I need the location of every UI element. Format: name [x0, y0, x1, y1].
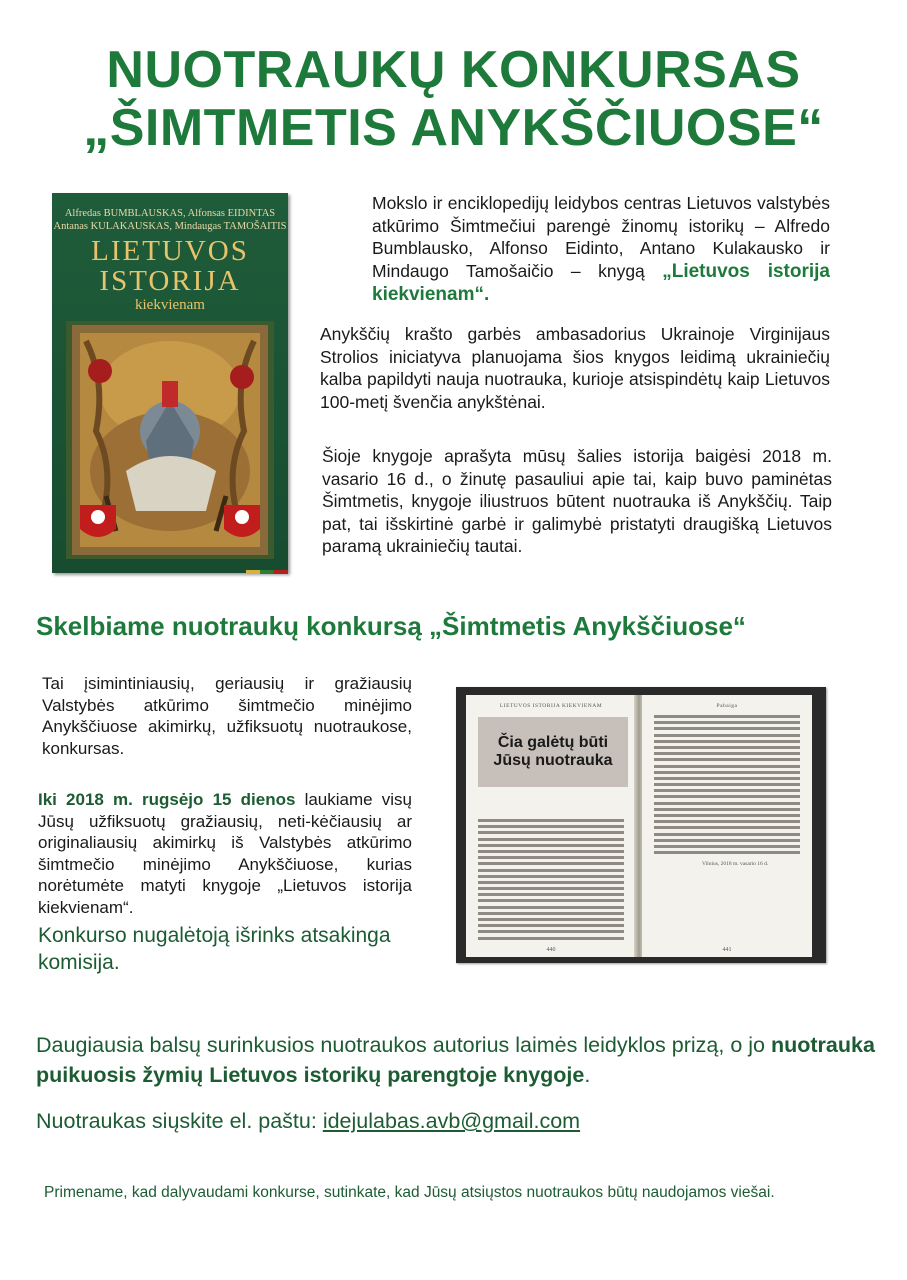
cover-title-line2: ISTORIJA [99, 265, 241, 297]
notice-paragraph: Primename, kad dalyvaudami konkurse, sutinkate, kad Jūsų atsiųstos nuotraukos būtų naudojamos viešai. [44, 1184, 775, 1201]
cover-tapestry-illustration [66, 321, 274, 559]
placeholder-line1: Čia galėtų būti [497, 734, 609, 751]
cover-authors [52, 207, 288, 233]
prize-end: . [584, 1063, 591, 1087]
deadline-paragraph [38, 789, 412, 918]
jury-paragraph: Konkurso nugalėtoją išrinks atsakinga komisija. [38, 924, 391, 974]
cover-subtitle: kiekvienam [135, 297, 205, 313]
right-page-number: 441 [722, 947, 732, 953]
photo-placeholder [478, 717, 628, 787]
left-page-number: 440 [546, 947, 556, 953]
deadline-text: laukiame visų Jūsų užfiksuotų gražiausių, neti-kėčiausių ar originaliausių akimirkų iš Valstybės atkūrimo šimtmečio minėjimo Anykščiuose, kurias norėtumėte matyti knygoje „Lietuvos istorija kiekvienam“. [38, 790, 412, 917]
send-label: Nuotraukas siųskite el. paštu: [36, 1109, 323, 1133]
open-book-image [456, 687, 826, 963]
prize-paragraph [36, 1030, 881, 1090]
deadline-highlight: Iki 2018 m. rugsėjo 15 dienos [38, 790, 296, 809]
prize-bold: nuotrauka puikuosis žymių Lietuvos istorikų parengtoje knygoje [36, 1033, 875, 1087]
coat-of-arms-right-icon [224, 505, 260, 537]
history-paragraph: Šioje knygoje aprašyta mūsų šalies istorija baigėsi 2018 m. vasario 16 d., o žinutę pasauliui apie tai, kaip buvo paminėtas Šimtmetis, knygoje iliustruos būtent nuotrauka iš Anykščių. Taip pat, tai išskirtinė garbė ir galimybė pristatyti draugišką Lietuvos paramą ukrainiečių tautai. [322, 446, 832, 556]
cover-authors-line2: Antanas KULAKAUSKAS, Mindaugas TAMOŠAITIS [53, 221, 287, 232]
cover-title-line1: LIETUVOS [91, 235, 249, 267]
description-paragraph: Tai įsimintiniausių, geriausių ir gražiausių Valstybės atkūrimo šimtmečio minėjimo Anykščiuose akimirkų, užfiksuotų nuotraukose, konkursas. [42, 674, 412, 758]
email-link[interactable]: idejulabas.avb@gmail.com [322, 1109, 581, 1133]
right-running-header: Pabaiga [716, 703, 738, 709]
prize-text: Daugiausia balsų surinkusios nuotraukos autorius laimės leidyklos prizą, o jo [36, 1033, 771, 1057]
coat-of-arms-left-icon [80, 505, 116, 537]
open-book-left-page [466, 695, 636, 957]
page-title-line1: NUOTRAUKŲ KONKURSAS [106, 41, 801, 99]
cover-authors-line1: Alfredas BUMBLAUSKAS, Alfonsas EIDINTAS [64, 208, 276, 219]
intro-text: Mokslo ir enciklopedijų leidybos centras Lietuvos valstybės atkūrimo Šimtmečiui parengė žinomų istorikų – Alfredo Bumblausko, Alfonso Eidinto, Antano Kulakausko ir Mindaugo Tamošaičio – knygą [372, 193, 830, 281]
open-book-right-page [642, 695, 812, 957]
ambassador-paragraph: Anykščių krašto garbės ambasadorius Ukrainoje Virginijaus Strolios iniciatyva planuojama šios knygos leidimą ukrainiečių kalba papildyti nauja nuotrauka, kurioje atsispindėtų kaip Lietuvos 100-metį švenčia anykštėnai. [320, 324, 830, 412]
page-title-line2: „ŠIMTMETIS ANYKŠČIUOSE“ [83, 99, 824, 157]
right-page-signature: Vilnius, 2018 m. vasario 16 d. [702, 861, 769, 867]
send-paragraph [36, 1106, 881, 1136]
left-page-text-block [478, 819, 624, 943]
announcement-heading: Skelbiame nuotraukų konkursą „Šimtmetis Anykščiuose“ [36, 611, 746, 641]
intro-paragraph [372, 192, 830, 307]
book-cover-image [52, 193, 288, 573]
intro-book-name: „Lietuvos istorija kiekvienam“. [372, 260, 831, 305]
right-page-text-block [654, 715, 800, 857]
placeholder-line2: Jūsų nuotrauka [493, 752, 613, 769]
left-running-header: LIETUVOS ISTORIJA KIEKVIENAM [499, 703, 603, 709]
cover-flag-strip [246, 570, 288, 574]
